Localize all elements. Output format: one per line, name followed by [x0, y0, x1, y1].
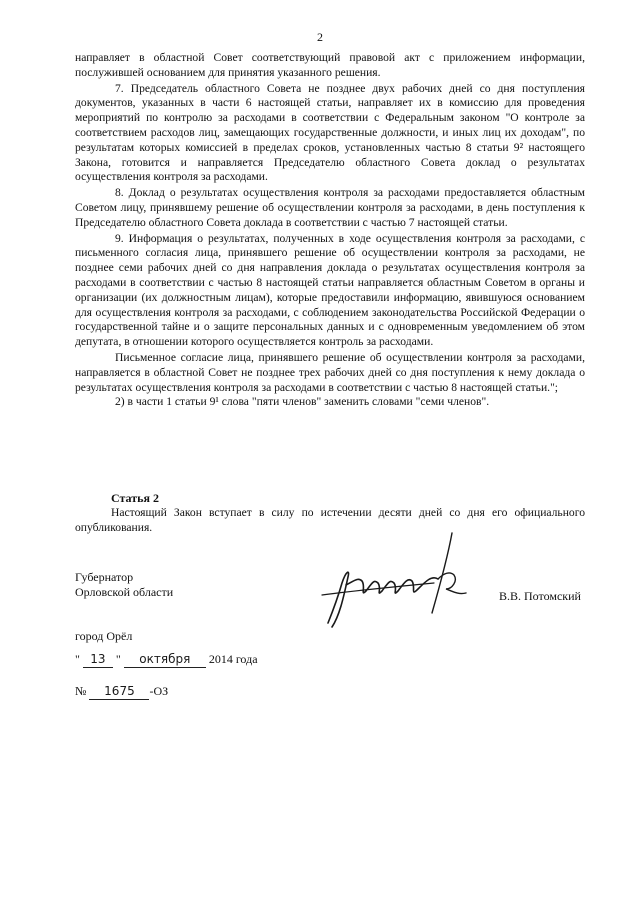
law-number: 1675: [89, 684, 149, 700]
signatory-name: В.В. Потомский: [499, 589, 581, 603]
signing-date: [75, 652, 258, 668]
paragraph-written-consent: Письменное согласие лица, принявшего решение об осуществлении контроля за расходами, направляется в областной Совет не позднее трех рабочих дней со дня поступления к нему доклада о результатах осуществления контроля за расходами в соответствии с частью 8 настоящей статьи.";: [75, 350, 585, 394]
paragraph-9: 9. Информация о результатах, полученных в ходе осуществления контроля за расходами, с письменного согласия лица, принявшего решение об осуществлении контроля за расходами, не позднее семи рабочих дней со дня направления доклада о результатах осуществления контроля за расходами в соответствии с частью 8 настоящей статьи направляется областным Советом в органы и организации (их должностным лицам), которые предоставили информацию, явившуюся основанием для осуществления контроля за расходами, с соблюдением законодательства Российской Федерации о государственной тайне и о защите персональных данных и с одновременным уведомлением об этом депутата, в отношении которого осуществляется контроль за расходами.: [75, 231, 585, 349]
paragraph-8: 8. Доклад о результатах осуществления контроля за расходами предоставляется областным Советом лицу, принявшему решение об осуществлении контроля за расходами, в день поступления к Председателю областного Совета доклада в соответствии с частью 7 настоящей статьи.: [75, 186, 585, 229]
article-2-heading: Статья 2: [111, 491, 159, 505]
paragraph-7: 7. Председатель областного Совета не позднее двух рабочих дней со дня поступления документов, указанных в части 6 настоящей статьи, направляет их в комиссию для проведения мероприятий по контролю за расходами в соответствии с Федеральным законом "О контроле за соответствием расходов лиц, замещающих государственные должности, и иных лиц их доходам", по результатам которых комиссией в пределах сроков, установленных частью 8 статьи 9² настоящего Закона, готовится и направляется Председателю областного Совета доклад о результатах осуществления контроля за расходами.: [75, 81, 585, 184]
document-body: [75, 51, 585, 410]
article-2-text: Настоящий Закон вступает в силу по истечении десяти дней со дня его официального опубликования.: [75, 506, 585, 534]
signatory-title-line-1: Губернатор: [75, 570, 134, 584]
handwritten-signature: [262, 525, 472, 635]
date-year: 2014 года: [208, 652, 258, 666]
page-number: 2: [317, 30, 323, 44]
date-close-quote: ": [115, 652, 121, 666]
date-month: октября: [124, 652, 206, 668]
law-number-suffix: -ОЗ: [149, 684, 169, 698]
date-open-quote: ": [75, 652, 80, 666]
law-number-line: [75, 684, 168, 700]
place-of-signing: город Орёл: [75, 629, 133, 643]
signatory-title: [75, 570, 173, 600]
number-sign: №: [75, 684, 87, 698]
paragraph-continuation: направляет в областной Совет соответствующий правовой акт с приложением информации, послужившей основанием для принятия указанного решения.: [75, 51, 585, 79]
paragraph-amendment-2: 2) в части 1 статьи 9¹ слова "пяти членов" заменить словами "семи членов".: [115, 395, 490, 409]
date-day: 13: [83, 652, 113, 668]
signatory-title-line-2: Орловской области: [75, 585, 174, 599]
